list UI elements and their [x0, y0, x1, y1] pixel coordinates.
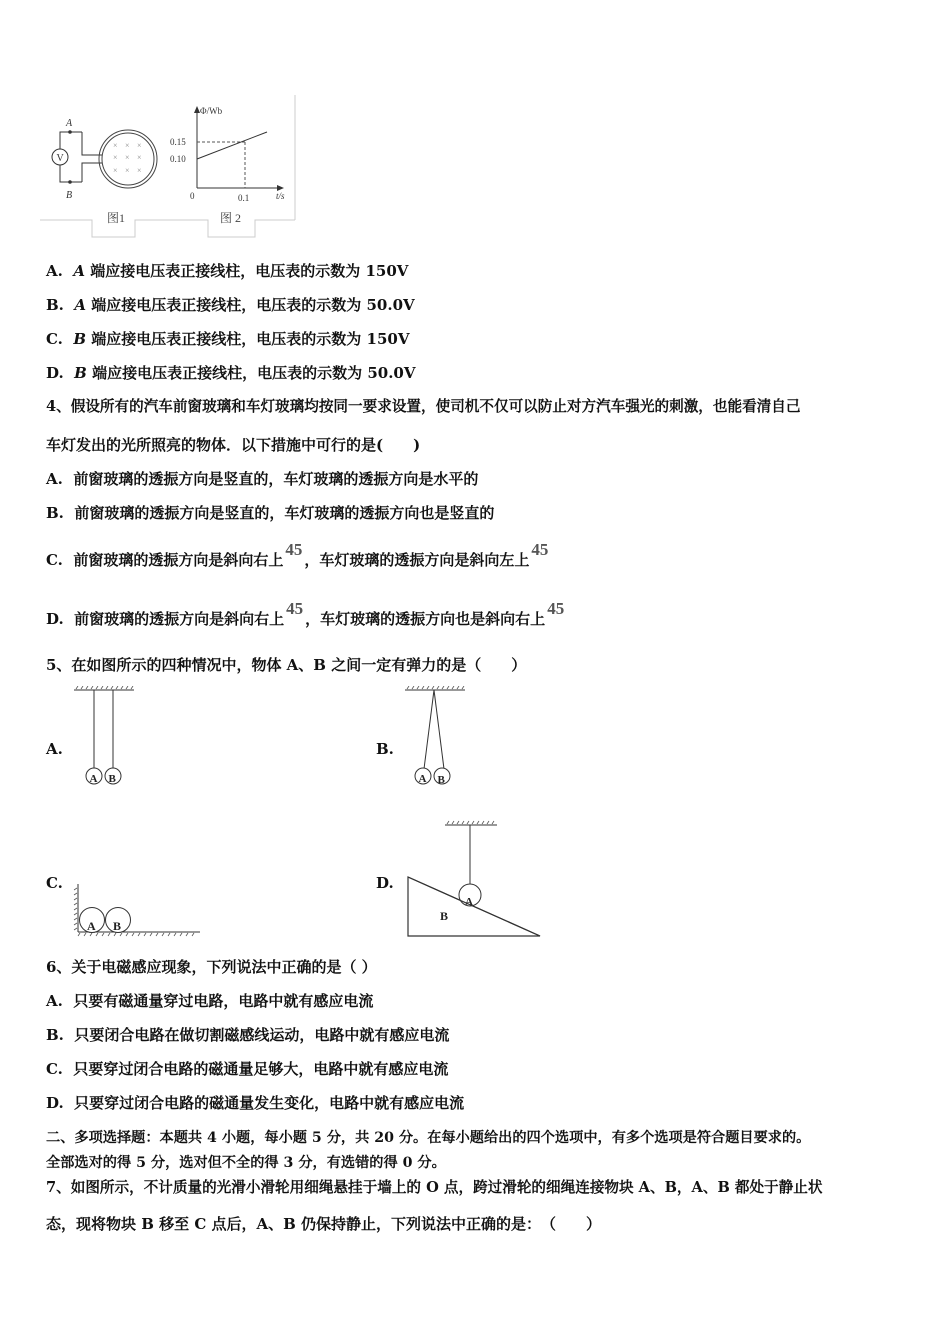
svg-text:B: B [108, 773, 116, 785]
svg-text:×: × [137, 153, 142, 162]
svg-text:×: × [113, 153, 118, 162]
q7-stem-line1: 7、如图所示，不计质量的光滑小滑轮用细绳悬挂于墙上的 O 点，跨过滑轮的细绳连接物块 A、B，A、B 都处于静止状 [46, 1179, 823, 1196]
q3-option-d: D. B 端应接电压表正接线柱，电压表的示数为 50.0V [46, 364, 416, 382]
q4-option-a: A. 前窗玻璃的透振方向是竖直的，车灯玻璃的透振方向是水平的 [46, 470, 479, 488]
q4-option-b: B. 前窗玻璃的透振方向是竖直的，车灯玻璃的透振方向也是竖直的 [46, 504, 495, 522]
q5-stem: 5、在如图所示的四种情况中，物体 A、B 之间一定有弹力的是（ ） [46, 656, 527, 674]
svg-text:B: B [66, 190, 73, 201]
q5-diagram-d [405, 820, 545, 940]
svg-text:B: B [440, 909, 449, 923]
voltmeter-label: V [56, 153, 64, 164]
q5-diagram-b [400, 686, 470, 786]
q5-option-b-label: B. [376, 740, 394, 758]
svg-text:0.15: 0.15 [170, 137, 186, 147]
q5-option-a-label: A. [46, 740, 63, 758]
svg-text:0.1: 0.1 [238, 193, 250, 203]
svg-text:t/s: t/s [276, 191, 285, 201]
svg-text:×: × [113, 166, 118, 175]
svg-text:A: A [87, 919, 96, 933]
angle-45: 45 [286, 599, 304, 618]
svg-text:×: × [113, 141, 118, 150]
q5-diagram-c [72, 880, 204, 940]
q6-option-a: A. 只要有磁通量穿过电路，电路中就有感应电流 [46, 992, 374, 1010]
q4-option-d: D. 前窗玻璃的透振方向是斜向右上45，车灯玻璃的透振方向也是斜向右上45 [46, 599, 565, 628]
q6-option-d: D. 只要穿过闭合电路的磁通量发生变化，电路中就有感应电流 [46, 1094, 465, 1112]
section2-instructions-line2: 全部选对的得 5 分，选对但不全的得 3 分，有选错的得 0 分。 [46, 1155, 446, 1171]
q6-stem: 6、关于电磁感应现象，下列说法中正确的是（ ） [46, 958, 377, 976]
svg-text:×: × [125, 166, 130, 175]
q3-option-a: A. A 端应接电压表正接线柱，电压表的示数为 150V [46, 262, 409, 280]
svg-text:×: × [137, 141, 142, 150]
section2-instructions-line1: 二、多项选择题：本题共 4 小题，每小题 5 分，共 20 分。在每小题给出的四个选项中，有多个选项是符合题目要求的。 [46, 1130, 811, 1146]
q4-stem-line2: 车灯发出的光所照亮的物体．以下措施中可行的是( ) [46, 436, 421, 454]
q5-option-d-label: D. [376, 874, 394, 892]
magnetic-field-crosses [113, 141, 142, 175]
svg-text:×: × [137, 166, 142, 175]
q6-option-c: C. 只要穿过闭合电路的磁通量足够大，电路中就有感应电流 [46, 1060, 449, 1078]
angle-45: 45 [547, 599, 565, 618]
svg-text:A: A [418, 773, 427, 785]
figure-circuit-and-graph [40, 95, 300, 240]
svg-text:B: B [113, 919, 122, 933]
svg-text:B: B [437, 774, 445, 786]
fig1-caption: 图1 [107, 211, 126, 225]
fig2-caption: 图 2 [220, 211, 242, 225]
q5-option-c-label: C. [46, 874, 63, 892]
angle-45: 45 [285, 540, 303, 559]
q7-stem-line2: 态，现将物块 B 移至 C 点后，A、B 仍保持静止，下列说法中正确的是： （ ） [46, 1215, 602, 1233]
svg-text:0: 0 [190, 191, 195, 201]
svg-text:0.10: 0.10 [170, 154, 186, 164]
flux-line [197, 132, 267, 159]
q3-option-c: C. B 端应接电压表正接线柱，电压表的示数为 150V [46, 330, 410, 348]
q6-option-b: B. 只要闭合电路在做切割磁感线运动，电路中就有感应电流 [46, 1026, 450, 1044]
svg-text:Φ/Wb: Φ/Wb [200, 106, 223, 116]
svg-text:×: × [125, 153, 130, 162]
q4-stem-line1: 4、假设所有的汽车前窗玻璃和车灯玻璃均按同一要求设置，使司机不仅可以防止对方汽车强光的刺激，也能看清自己 [46, 398, 801, 415]
svg-text:A: A [66, 118, 73, 129]
q4-option-c: C. 前窗玻璃的透振方向是斜向右上45，车灯玻璃的透振方向是斜向左上45 [46, 540, 549, 569]
svg-text:×: × [125, 141, 130, 150]
circuit-graph-svg [40, 95, 300, 240]
svg-text:A: A [89, 773, 98, 785]
q5-diagram-a [70, 686, 140, 786]
svg-text:A: A [465, 896, 473, 908]
angle-45: 45 [531, 540, 549, 559]
q3-option-b: B. A 端应接电压表正接线柱，电压表的示数为 50.0V [46, 296, 415, 314]
